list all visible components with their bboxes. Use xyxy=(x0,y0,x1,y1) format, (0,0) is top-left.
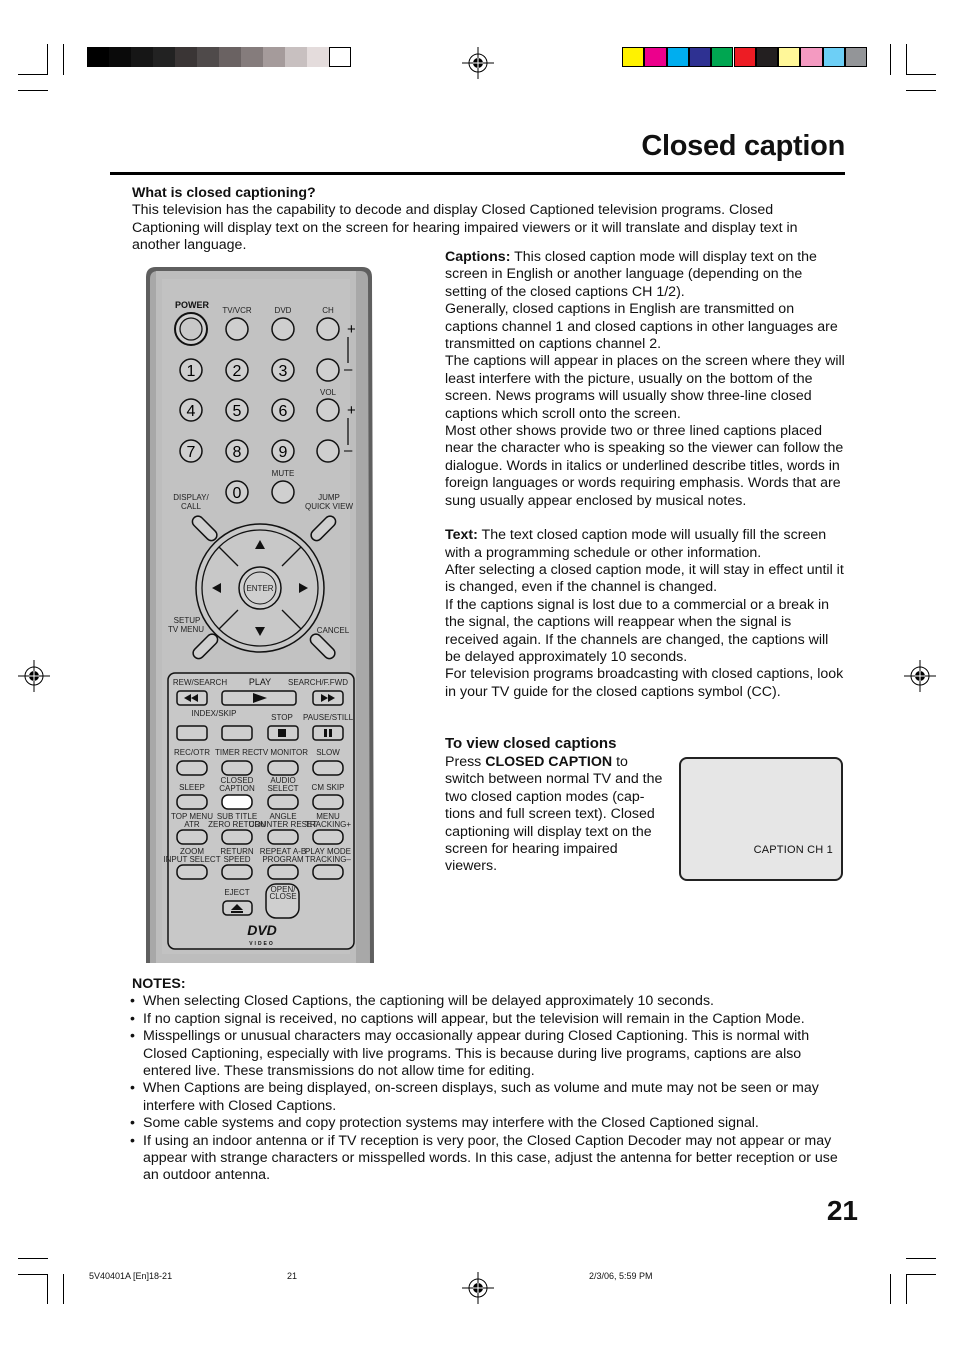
gray-swatch xyxy=(263,47,285,67)
gray-swatch xyxy=(219,47,241,67)
program-label: PROGRAM xyxy=(262,855,304,864)
view-pre: Press xyxy=(445,754,486,770)
text-paragraph xyxy=(445,527,845,562)
view-captions-heading: To view closed captions xyxy=(445,735,617,752)
color-swatch xyxy=(711,47,733,67)
captions-lead: This closed caption mode will display text on the screen in English or another language (depending on the setting of the closed captions CH 1/2). xyxy=(445,249,817,300)
digit-2-label: 2 xyxy=(232,363,242,380)
timer-rec-label: TIMER REC xyxy=(215,748,259,757)
close-label: CLOSE xyxy=(269,892,297,901)
digit-9-label: 9 xyxy=(278,444,288,461)
cancel-label: CANCEL xyxy=(316,626,350,635)
minus-icon: – xyxy=(344,361,353,378)
tv-screen-illustration xyxy=(679,757,843,881)
call-label: CALL xyxy=(180,502,202,511)
remote-control-illustration xyxy=(140,265,380,965)
gray-swatch xyxy=(109,47,131,67)
setup-label: SETUP xyxy=(173,616,201,625)
menu-button[interactable] xyxy=(313,830,343,844)
speed-label: SPEED xyxy=(223,855,251,864)
cm-skip-label: CM SKIP xyxy=(311,783,345,792)
gray-swatch xyxy=(285,47,307,67)
input-select-label: INPUT SELECT xyxy=(163,855,221,864)
footer-timestamp: 2/3/06, 5:59 PM xyxy=(589,1271,653,1281)
timer-rec-button[interactable] xyxy=(222,761,252,775)
color-swatch xyxy=(756,47,778,67)
tvvcr-button[interactable] xyxy=(226,318,248,340)
return-label: RETURN xyxy=(220,847,254,856)
skip-forward-button[interactable] xyxy=(222,726,252,740)
digit-8-label: 8 xyxy=(232,444,242,461)
jump-label: JUMP xyxy=(318,493,340,502)
note-item: • When Captions are being displayed, on-screen displays, such as volume and mute may not be seen or may interfere with Closed Captions. xyxy=(132,1080,842,1115)
angle-label: ANGLE xyxy=(269,812,297,821)
registration-target-icon xyxy=(904,660,936,692)
mute-button[interactable] xyxy=(272,481,294,503)
slow-label: SLOW xyxy=(316,748,340,757)
text-paragraph-2: After selecting a closed caption mode, it will stay in effect until it is changed, even if the channel is changed. xyxy=(445,561,844,596)
intro-heading: What is closed captioning? xyxy=(132,185,316,201)
cm-skip-button[interactable] xyxy=(313,795,343,809)
play-mode-button[interactable] xyxy=(313,865,343,879)
top-menu-button[interactable] xyxy=(177,830,207,844)
view-post: to switch between normal TV and the two closed caption modes (cap-tions and full screen text). Closed captioning will display text on the screen for hearing impaired viewers. xyxy=(445,754,663,875)
sleep-label: SLEEP xyxy=(179,783,205,792)
registration-target-icon xyxy=(18,660,50,692)
digit-5-label: 5 xyxy=(232,403,242,420)
color-swatch xyxy=(644,47,666,67)
note-item: • If no caption signal is received, no captions will appear, but the television will remain in the Caption Mode. xyxy=(132,1011,842,1028)
captions-paragraph-2: Generally, closed captions in English are transmitted on captions channel 1 and closed captions in other languages are transmitted on captions channel 2. xyxy=(445,301,838,353)
digit-4-label: 4 xyxy=(186,403,196,420)
volume-up-button[interactable] xyxy=(317,399,339,421)
menu-label: MENU xyxy=(316,812,340,821)
registration-target-icon xyxy=(462,47,494,79)
return-button[interactable] xyxy=(222,865,252,879)
top-menu-label: TOP MENU xyxy=(171,812,213,821)
plus-icon: + xyxy=(347,402,356,419)
captions-paragraph-3: The captions will appear in places on the screen where they will least interfere with the picture, usually on the bottom of the screen. News programs will usually show three-line closed captions which scroll onto the screen. xyxy=(445,353,845,422)
svg-text:DVD: DVD xyxy=(247,922,277,938)
repeat-button[interactable] xyxy=(268,865,298,879)
gray-swatch xyxy=(153,47,175,67)
quickview-label: QUICK VIEW xyxy=(304,502,354,511)
notes-heading: NOTES: xyxy=(132,976,186,992)
gray-swatch xyxy=(241,47,263,67)
stop-icon xyxy=(278,729,286,737)
sleep-button[interactable] xyxy=(177,795,207,809)
subtitle-label: SUB TITLE xyxy=(216,812,258,821)
digit-0-label: 0 xyxy=(232,485,242,502)
caption-modes-section xyxy=(445,249,845,701)
color-swatch xyxy=(778,47,800,67)
index-skip-label: INDEX/SKIP xyxy=(191,709,237,718)
power-label: POWER xyxy=(174,300,210,310)
gray-swatch xyxy=(131,47,153,67)
closed-caption-button[interactable] xyxy=(222,795,252,809)
minus-icon: – xyxy=(344,442,353,459)
gray-swatch xyxy=(329,47,351,67)
rew-label: REW/SEARCH xyxy=(172,678,228,687)
dvd-video-logo xyxy=(247,922,277,947)
captions-label: Captions: xyxy=(445,249,511,265)
page-number: 21 xyxy=(826,1195,858,1226)
color-swatch xyxy=(800,47,822,67)
digit-3-label: 3 xyxy=(278,363,288,380)
tvvcr-label: TV/VCR xyxy=(222,306,252,315)
tv-monitor-button[interactable] xyxy=(268,761,298,775)
select-label: SELECT xyxy=(267,784,299,793)
notes-section xyxy=(132,976,842,1185)
captions-paragraph-4: Most other shows provide two or three lined captions placed near the character who is speaking so the viewer can follow the dialogue. Words in italics or underlined describe titles, words in foreign languages or words requiring emphasis. Words that are sung usually appear enclosed by musical notes. xyxy=(445,423,844,509)
caption-label: CAPTION xyxy=(219,784,255,793)
dvd-button[interactable] xyxy=(272,318,294,340)
registration-target-icon xyxy=(462,1272,494,1304)
eject-label: EJECT xyxy=(224,888,250,897)
footer-file-id: 5V40401A [En]18-21 xyxy=(89,1271,173,1281)
pause-icon xyxy=(324,729,327,737)
audio-label: AUDIO xyxy=(270,776,296,785)
plus-icon: + xyxy=(347,321,356,338)
skip-back-button[interactable] xyxy=(177,726,207,740)
tracking-down-label: TRACKING– xyxy=(305,855,351,864)
tv-monitor-label: TV MONITOR xyxy=(257,748,309,757)
captions-paragraph xyxy=(445,249,845,301)
notes-list xyxy=(132,993,842,1184)
closed-label: CLOSED xyxy=(220,776,254,785)
footer-page: 21 xyxy=(287,1271,298,1281)
tvmenu-label: TV MENU xyxy=(168,625,204,634)
vol-label: VOL xyxy=(319,388,337,397)
digit-7-label: 7 xyxy=(186,444,196,461)
stop-label: STOP xyxy=(271,713,293,722)
ffwd-label: SEARCH/F.FWD xyxy=(288,678,348,687)
power-button[interactable] xyxy=(175,313,207,345)
note-item: • If using an indoor antenna or if TV reception is very poor, the Closed Caption Decoder may not appear or may appear with strange characters or misspelled words. In this case, adjust the antenna for better reception or use an outdoor antenna. xyxy=(132,1133,842,1185)
pause-button[interactable] xyxy=(313,726,343,740)
dvd-label: DVD xyxy=(274,306,292,315)
page-title: Closed caption xyxy=(641,130,845,162)
color-swatch xyxy=(667,47,689,67)
zero-return-label: ZERO RETURN xyxy=(208,820,266,829)
color-swatch xyxy=(622,47,644,67)
enter-label: ENTER xyxy=(246,584,274,593)
text-lead: The text closed caption mode will usually fill the screen with a programming schedule or other information. xyxy=(445,527,827,561)
color-swatch xyxy=(689,47,711,67)
channel-down-button[interactable] xyxy=(317,359,339,381)
title-divider xyxy=(110,172,845,175)
tv-caption-indicator: CAPTION CH 1 xyxy=(753,844,833,856)
play-mode-label: PLAY MODE xyxy=(305,847,351,856)
rec-otr-button[interactable] xyxy=(177,761,207,775)
volume-down-button[interactable] xyxy=(317,440,339,462)
gray-swatch xyxy=(87,47,109,67)
zoom-button[interactable] xyxy=(177,865,207,879)
zoom-label: ZOOM xyxy=(180,847,204,856)
angle-button[interactable] xyxy=(268,830,298,844)
note-item: • Misspellings or unusual characters may occasionally appear during Closed Captioning. This is normal with Closed Captioning, especially with live programs. This is because during live programs, captions are also entered live. These transmissions do not allow time for editing. xyxy=(132,1028,842,1080)
subtitle-button[interactable] xyxy=(222,830,252,844)
atr-label: ATR xyxy=(184,820,200,829)
intro-body: This television has the capability to decode and display Closed Captioned television programs. Closed Captioning will display text on the screen for hearing impaired viewers or it will translate and display text in another language. xyxy=(132,202,798,254)
gray-swatch xyxy=(307,47,329,67)
mute-label: MUTE xyxy=(271,469,295,478)
color-swatch xyxy=(845,47,867,67)
text-label: Text: xyxy=(445,527,478,544)
tracking-up-label: TRACKING+ xyxy=(304,820,352,829)
repeat-label: REPEAT A-B xyxy=(259,847,307,856)
display-label: DISPLAY/ xyxy=(173,493,209,502)
gray-swatch xyxy=(197,47,219,67)
open-label: OPEN/ xyxy=(270,885,296,894)
digit-1-label: 1 xyxy=(186,363,196,380)
pause-label: PAUSE/STILL xyxy=(302,713,354,722)
digit-6-label: 6 xyxy=(278,403,288,420)
note-item: • When selecting Closed Captions, the captioning will be delayed approximately 10 seconds. xyxy=(132,993,842,1010)
counter-reset-label: COUNTER RESET xyxy=(248,820,318,829)
rec-otr-label: REC/OTR xyxy=(174,748,210,757)
text-paragraph-4: For television programs broadcasting with closed captions, look in your TV guide for the closed captions symbol (CC). xyxy=(445,666,844,700)
closed-caption-button-name: CLOSED CAPTION xyxy=(485,754,613,770)
view-captions-body xyxy=(445,754,670,876)
color-swatch xyxy=(734,47,756,67)
note-item: • Some cable systems and copy protection systems may interfere with the Closed Captioned signal. xyxy=(132,1115,842,1132)
text-paragraph-3: If the captions signal is lost due to a commercial or a break in the signal, the captions will reappear when the signal is received again. If the channels are changed, the captions will be delayed approximately 10 seconds. xyxy=(445,596,830,665)
slow-button[interactable] xyxy=(313,761,343,775)
svg-text:VIDEO: VIDEO xyxy=(249,941,275,947)
ch-label: CH xyxy=(322,306,334,315)
play-label: PLAY xyxy=(248,677,272,687)
color-swatch xyxy=(823,47,845,67)
intro-section xyxy=(132,185,822,255)
audio-select-button[interactable] xyxy=(268,795,298,809)
gray-swatch xyxy=(175,47,197,67)
channel-up-button[interactable] xyxy=(317,318,339,340)
